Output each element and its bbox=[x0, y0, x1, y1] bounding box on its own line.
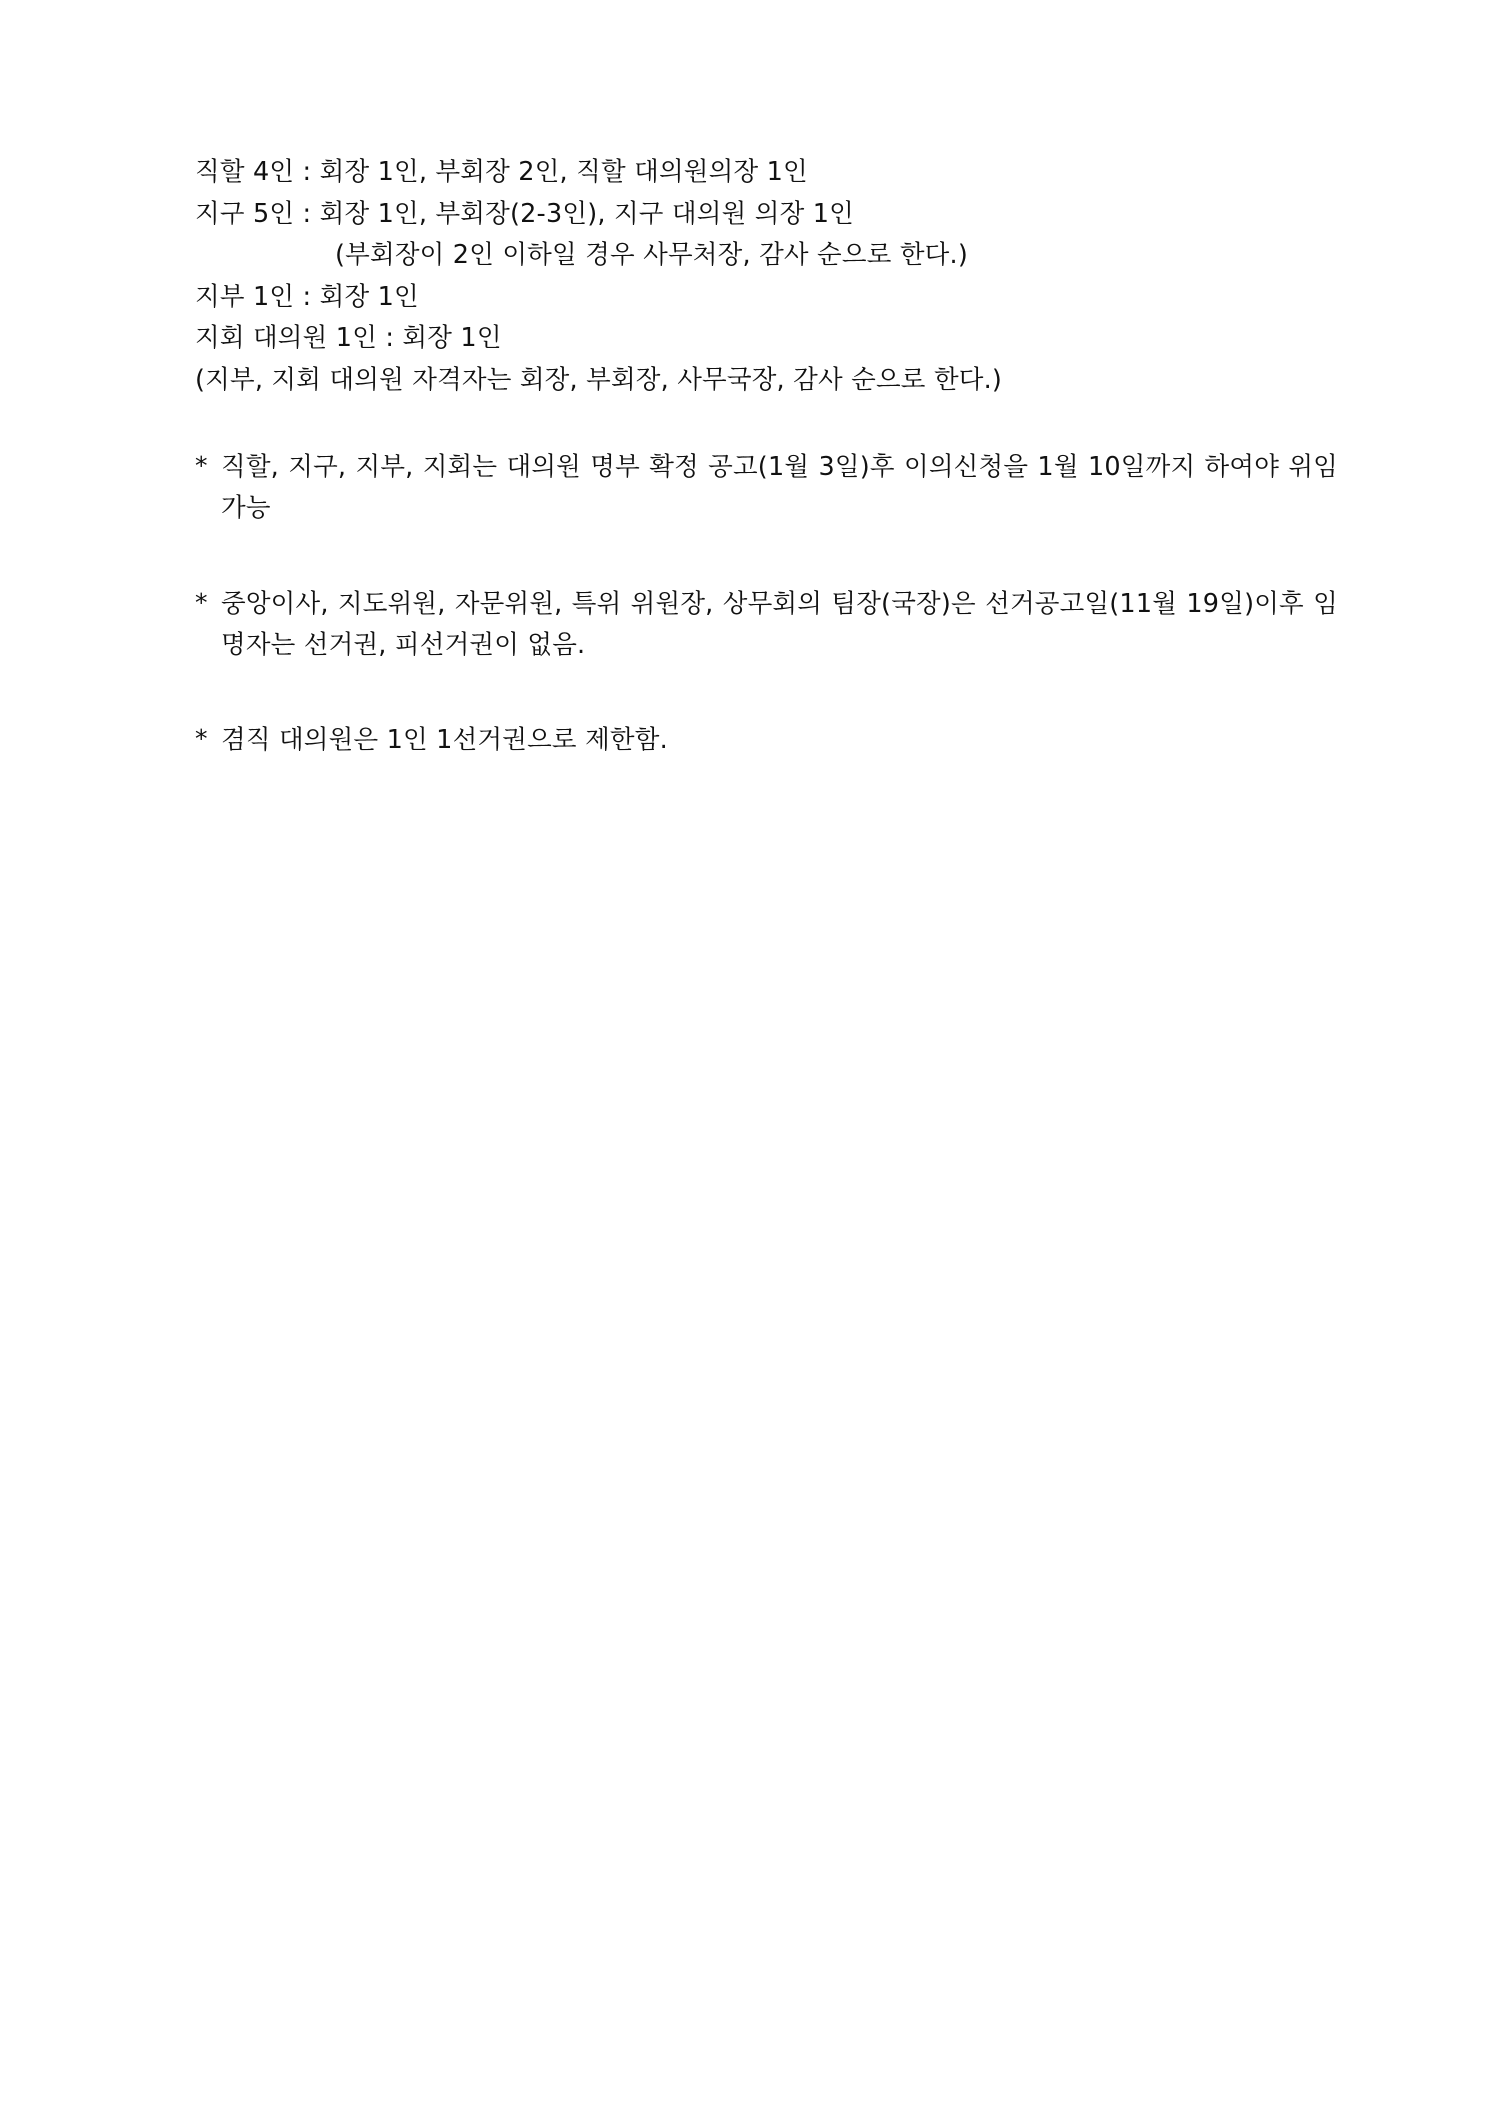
bullet-mark-icon: * bbox=[195, 724, 208, 754]
bullet-mark-icon: * bbox=[195, 451, 208, 480]
paragraph-qualification-note: (지부, 지회 대의원 자격자는 회장, 부회장, 사무국장, 감사 순으로 한다.) bbox=[195, 364, 1003, 395]
bullet-item-2 bbox=[195, 584, 1338, 667]
paragraph-jihoe-delegate-1: 지회 대의원 1인 : 회장 1인 bbox=[195, 323, 502, 353]
bullet-item-1 bbox=[195, 447, 1338, 530]
document-body bbox=[195, 157, 1338, 761]
bullet-item-3 bbox=[195, 720, 1338, 761]
bullet-text-2: 중앙이사, 지도위원, 자문위원, 특위 위원장, 상무회의 팀장(국장)은 선거공고일(11월 19일)이후 임명자는 선거권, 피선거권이 없음. bbox=[221, 588, 1338, 660]
bullet-mark-icon: * bbox=[195, 587, 208, 617]
paragraph-vicechair-note: (부회장이 2인 이하일 경우 사무처장, 감사 순으로 한다.) bbox=[335, 240, 968, 270]
bullet-text-1: 직할, 지구, 지부, 지회는 대의원 명부 확정 공고(1월 3일)후 이의신청을 1월 10일까지 하여야 위임 가능 bbox=[221, 452, 1338, 524]
paragraph-jikhal-4: 직할 4인 : 회장 1인, 부회장 2인, 직할 대의원의장 1인 bbox=[195, 157, 808, 187]
paragraph-jibu-1: 지부 1인 : 회장 1인 bbox=[195, 281, 419, 312]
bullet-text-3: 겸직 대의원은 1인 1선거권으로 제한함. bbox=[221, 725, 668, 756]
paragraph-jigu-5: 지구 5인 : 회장 1인, 부회장(2-3인), 지구 대의원 의장 1인 bbox=[195, 198, 854, 229]
